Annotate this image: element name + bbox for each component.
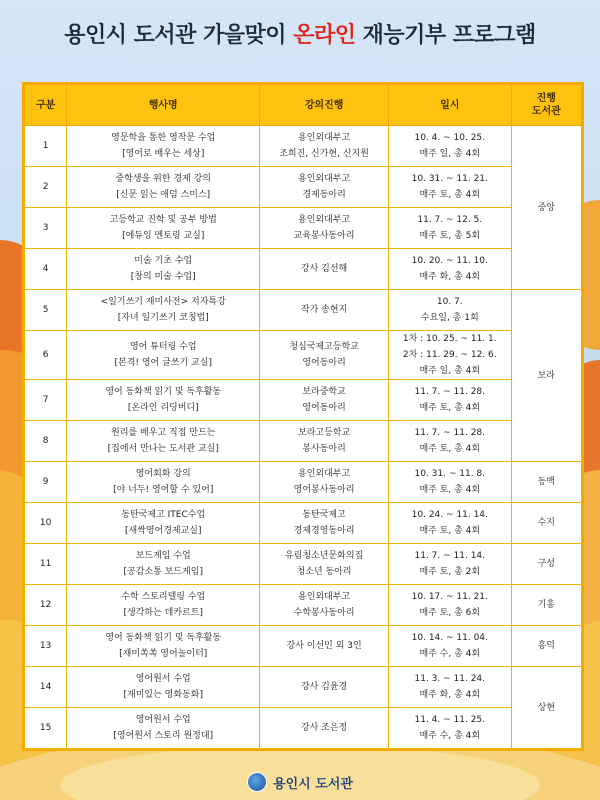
cell-num: 9 — [25, 462, 67, 503]
cell-date — [388, 544, 511, 585]
cell-library: 흥덕 — [511, 626, 581, 667]
cell-event-line: [야 너두! 영어할 수 있어] — [113, 485, 214, 495]
cell-num: 5 — [25, 290, 67, 331]
cell-date-line: 11. 7. ~ 11. 14. — [414, 551, 486, 561]
cell-event — [67, 585, 260, 626]
cell-date-line: 11. 7. ~ 11. 28. — [414, 387, 486, 397]
cell-lecture-line: 영어동아리 — [302, 358, 346, 368]
cell-date — [388, 667, 511, 708]
cell-event-line: 수학 스토리텔링 수업 — [121, 592, 206, 602]
table-row — [25, 667, 582, 708]
cell-lecture — [260, 708, 389, 749]
cell-date-line: 10. 24. ~ 11. 14. — [411, 510, 488, 520]
cell-date-line: 11. 3. ~ 11. 24. — [414, 674, 486, 684]
cell-event — [67, 503, 260, 544]
cell-date — [388, 421, 511, 462]
cell-library: 동백 — [511, 462, 581, 503]
cell-event — [67, 421, 260, 462]
cell-event — [67, 208, 260, 249]
table-row — [25, 585, 582, 626]
cell-num: 12 — [25, 585, 67, 626]
cell-lecture — [260, 380, 389, 421]
table-row — [25, 462, 582, 503]
header-library-line1: 진행 — [536, 93, 556, 104]
cell-date-line: 매주 수, 총 4회 — [419, 649, 481, 659]
cell-date-line: 매주 일, 총 4회 — [419, 149, 481, 159]
header-library-line2: 도서관 — [531, 106, 561, 117]
cell-lecture-line: 강사 이선민 외 3인 — [286, 641, 362, 651]
header-num: 구분 — [25, 85, 67, 126]
cell-event — [67, 249, 260, 290]
program-table — [22, 82, 584, 751]
cell-date-line: 11. 7. ~ 11. 28. — [414, 428, 486, 438]
table-row — [25, 249, 582, 290]
cell-lecture-line: 경제경영동아리 — [293, 526, 355, 536]
cell-date-line: 10. 20. ~ 11. 10. — [411, 256, 488, 266]
table-row — [25, 503, 582, 544]
title-prefix: 용인시 도서관 가을맞이 — [64, 23, 294, 48]
cell-num: 1 — [25, 126, 67, 167]
cell-lecture-line: 영어봉사동아리 — [293, 485, 355, 495]
cell-date — [388, 708, 511, 749]
cell-date-line: 매주 토, 총 6회 — [419, 608, 481, 618]
cell-event-line: 중학생을 위한 경제 강의 — [115, 174, 211, 184]
cell-lecture-line: 작가 송현지 — [300, 305, 348, 315]
cell-event-line: 동탄국제고 ITEC수업 — [121, 510, 206, 520]
cell-date-line: 10. 7. — [436, 297, 463, 307]
cell-lecture-line: 강사 김윤경 — [300, 682, 348, 692]
cell-date — [388, 626, 511, 667]
cell-event — [67, 126, 260, 167]
cell-date-line: 2차 : 11. 29. ~ 12. 6. — [402, 350, 497, 360]
cell-event-line: 미술 기초 수업 — [134, 256, 193, 266]
cell-lecture — [260, 208, 389, 249]
cell-date-line: 매주 화, 총 4회 — [419, 690, 481, 700]
table-body — [25, 126, 582, 749]
cell-date — [388, 167, 511, 208]
cell-event-line: [재미있는 영화동화] — [123, 690, 203, 700]
cell-lecture-line: 용인외대부고 — [298, 133, 351, 143]
cell-date-line: 매주 토, 총 2회 — [419, 567, 481, 577]
cell-event-line: 보드게임 수업 — [135, 551, 191, 561]
cell-event-line: [자녀 일기쓰기 코칭법] — [117, 313, 209, 323]
cell-lecture — [260, 503, 389, 544]
cell-num: 4 — [25, 249, 67, 290]
cell-num: 8 — [25, 421, 67, 462]
cell-lecture-line: 강사 김선해 — [300, 264, 348, 274]
cell-lecture — [260, 167, 389, 208]
cell-lecture — [260, 544, 389, 585]
cell-event — [67, 380, 260, 421]
cell-library: 구성 — [511, 544, 581, 585]
cell-date — [388, 290, 511, 331]
cell-date — [388, 331, 511, 380]
cell-lecture — [260, 585, 389, 626]
cell-library: 수지 — [511, 503, 581, 544]
cell-lecture-line: 청소년 동아리 — [296, 567, 352, 577]
table-row — [25, 208, 582, 249]
cell-date-line: 매주 토, 총 4회 — [419, 485, 481, 495]
cell-date-line: 매주 토, 총 4회 — [419, 403, 481, 413]
cell-event-line: [에듀잉 멘토링 교실] — [122, 231, 205, 241]
cell-lecture-line: 경제동아리 — [302, 190, 346, 200]
cell-date-line: 11. 7. ~ 12. 5. — [417, 215, 483, 225]
table-row — [25, 421, 582, 462]
cell-event-line: [재미쏙쏙 영어놀이터] — [119, 649, 208, 659]
cell-lecture-line: 유림청소년문화의집 — [284, 551, 364, 561]
cell-lecture-line: 영어동아리 — [302, 403, 346, 413]
cell-library: 상현 — [511, 667, 581, 749]
cell-date-line: 매주 화, 총 4회 — [419, 272, 481, 282]
cell-date — [388, 503, 511, 544]
cell-lecture-line: 청심국제고등학교 — [289, 342, 359, 352]
table-row — [25, 290, 582, 331]
cell-date — [388, 208, 511, 249]
cell-num: 3 — [25, 208, 67, 249]
cell-event — [67, 708, 260, 749]
cell-event-line: [새싹영어경제교실] — [124, 526, 202, 536]
cell-event-line: [창의 미술 수업] — [130, 272, 196, 282]
cell-date-line: 10. 4. ~ 10. 25. — [414, 133, 486, 143]
cell-event — [67, 667, 260, 708]
cell-event — [67, 626, 260, 667]
cell-event — [67, 167, 260, 208]
cell-date-line: 10. 31. ~ 11. 21. — [411, 174, 488, 184]
cell-date — [388, 462, 511, 503]
cell-lecture — [260, 421, 389, 462]
cell-event-line: [생각하는 데카르트] — [123, 608, 203, 618]
table-row — [25, 626, 582, 667]
cell-lecture-line: 수학봉사동아리 — [293, 608, 355, 618]
cell-lecture-line: 보라고등학교 — [298, 428, 351, 438]
title-highlight: 온라인 — [293, 23, 356, 48]
header-lecture: 강의진행 — [260, 85, 389, 126]
header-library — [511, 85, 581, 126]
table-row — [25, 126, 582, 167]
cell-lecture — [260, 331, 389, 380]
cell-event — [67, 462, 260, 503]
cell-event-line: 영어회화 강의 — [135, 469, 191, 479]
cell-num: 7 — [25, 380, 67, 421]
cell-date-line: 매주 토, 총 4회 — [419, 190, 481, 200]
cell-event — [67, 331, 260, 380]
cell-library: 보라 — [511, 290, 581, 462]
cell-num: 14 — [25, 667, 67, 708]
cell-event-line: [공감소통 보드게임] — [123, 567, 203, 577]
cell-lecture — [260, 126, 389, 167]
cell-event-line: [영어원서 스토리 원정대] — [113, 731, 214, 741]
yongin-library-logo-icon — [247, 772, 267, 792]
cell-event-line: 영어원서 수업 — [135, 674, 191, 684]
header-date: 일시 — [388, 85, 511, 126]
cell-event-line: 영어 동화책 읽기 및 독후활동 — [105, 387, 222, 397]
cell-event-line: [본격! 영어 글쓰기 교실] — [114, 358, 212, 368]
cell-lecture-line: 용인외대부고 — [298, 174, 351, 184]
cell-lecture-line: 동탄국제고 — [302, 510, 346, 520]
table-row — [25, 708, 582, 749]
cell-date-line: 매주 토, 총 4회 — [419, 444, 481, 454]
cell-event-line: [집에서 만나는 도서관 교실] — [107, 444, 219, 454]
cell-event — [67, 544, 260, 585]
cell-event — [67, 290, 260, 331]
cell-event-line: 영문학을 통한 영작문 수업 — [111, 133, 216, 143]
cell-event-line: [온라인 리딩버디] — [127, 403, 199, 413]
cell-event-line: 영어원서 수업 — [135, 715, 191, 725]
cell-event-line: <일기쓰기 재미사전> 저자특강 — [100, 297, 226, 307]
cell-library: 중앙 — [511, 126, 581, 290]
cell-lecture-line: 용인외대부고 — [298, 592, 351, 602]
cell-date-line: 1차 : 10. 25. ~ 11. 1. — [402, 334, 497, 344]
cell-lecture-line: 봉사동아리 — [302, 444, 346, 454]
cell-date-line: 매주 수, 총 4회 — [419, 731, 481, 741]
table-header-row — [25, 85, 582, 126]
header-event: 행사명 — [67, 85, 260, 126]
cell-lecture-line: 조희진, 신가현, 신지원 — [279, 149, 369, 159]
table-row — [25, 380, 582, 421]
cell-event-line: [신문 읽는 애덤 스미스] — [116, 190, 211, 200]
cell-date-line: 10. 17. ~ 11. 21. — [411, 592, 488, 602]
cell-event-line: 영어 동화책 읽기 및 독후활동 — [105, 633, 222, 643]
cell-num: 10 — [25, 503, 67, 544]
footer — [0, 770, 600, 794]
cell-lecture — [260, 626, 389, 667]
cell-date-line: 10. 14. ~ 11. 04. — [411, 633, 488, 643]
cell-lecture-line: 보라중학교 — [302, 387, 346, 397]
cell-lecture-line: 용인외대부고 — [298, 215, 351, 225]
cell-event-line: 고등학교 진학 및 공부 방법 — [109, 215, 217, 225]
cell-num: 15 — [25, 708, 67, 749]
cell-lecture — [260, 290, 389, 331]
cell-event-line: 원리를 배우고 직접 만드는 — [111, 428, 216, 438]
cell-lecture-line: 강사 조은정 — [300, 723, 348, 733]
cell-date — [388, 249, 511, 290]
cell-library: 기흥 — [511, 585, 581, 626]
cell-lecture — [260, 667, 389, 708]
cell-num: 13 — [25, 626, 67, 667]
title-suffix: 재능기부 프로그램 — [355, 23, 536, 48]
cell-lecture — [260, 462, 389, 503]
cell-lecture — [260, 249, 389, 290]
cell-date — [388, 585, 511, 626]
cell-date-line: 수요일, 총 1회 — [420, 313, 479, 323]
cell-date-line: 매주 토, 총 4회 — [419, 526, 481, 536]
table-row — [25, 331, 582, 380]
cell-date — [388, 126, 511, 167]
page-title — [0, 18, 600, 49]
table-row — [25, 544, 582, 585]
cell-date-line: 11. 4. ~ 11. 25. — [414, 715, 486, 725]
cell-event-line: 영어 튜터링 수업 — [129, 342, 197, 352]
cell-num: 2 — [25, 167, 67, 208]
cell-num: 6 — [25, 331, 67, 380]
cell-num: 11 — [25, 544, 67, 585]
cell-date-line: 10. 31. ~ 11. 8. — [414, 469, 486, 479]
cell-date-line: 매주 일, 총 4회 — [419, 366, 481, 376]
cell-lecture-line: 교육봉사동아리 — [293, 231, 355, 241]
cell-date-line: 매주 토, 총 5회 — [419, 231, 481, 241]
cell-lecture-line: 용인외대부고 — [298, 469, 351, 479]
cell-event-line: [영어로 배우는 세상] — [122, 149, 205, 159]
footer-org-name: 용인시 도서관 — [273, 776, 353, 792]
table-row — [25, 167, 582, 208]
cell-date — [388, 380, 511, 421]
